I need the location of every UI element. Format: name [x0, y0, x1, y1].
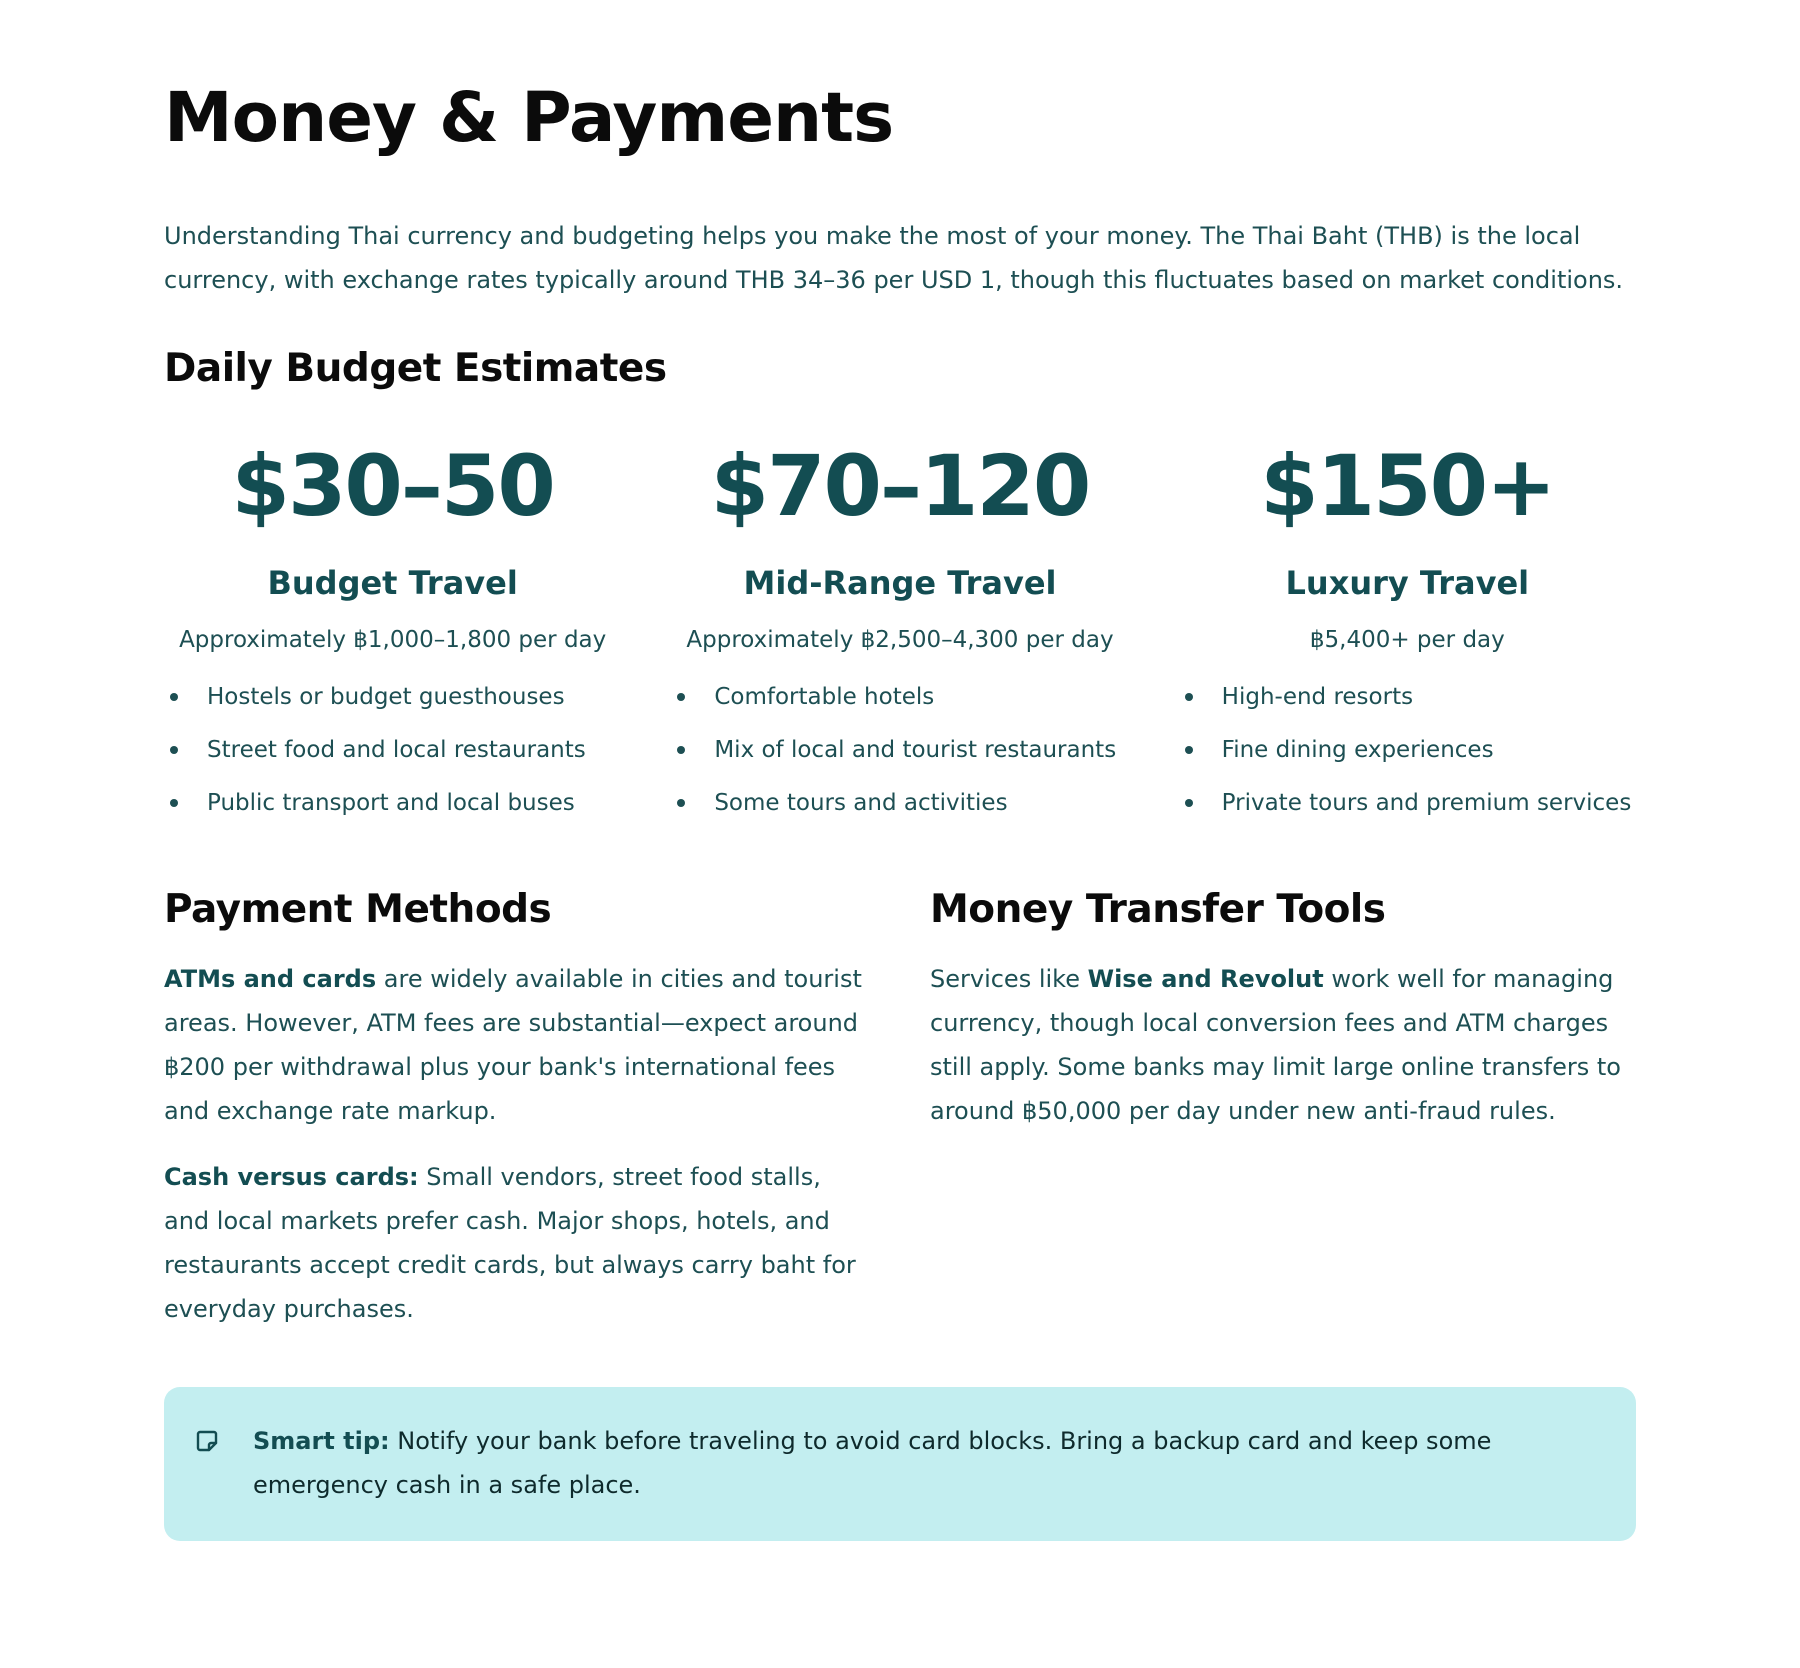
smart-tip-callout [164, 1387, 1636, 1541]
list-item-text: Hostels or budget guesthouses [207, 684, 565, 710]
bullet-icon [677, 746, 685, 754]
bullet-icon [170, 693, 178, 701]
tier-name: Mid-Range Travel [743, 564, 1057, 602]
list-item-text: Public transport and local buses [207, 790, 575, 816]
list-item [164, 782, 621, 824]
atms-paragraph [164, 957, 870, 1133]
budget-tiers [164, 436, 1636, 835]
tier-feature-list [164, 676, 621, 824]
tier-amount: $30–50 [231, 437, 554, 535]
info-columns [164, 885, 1636, 1331]
bullet-icon [170, 799, 178, 807]
money-transfer-section [930, 885, 1636, 1331]
tier-name: Luxury Travel [1285, 564, 1530, 602]
list-item-text: Mix of local and tourist restaurants [714, 737, 1117, 763]
atms-paragraph-text: are widely available in cities and tourist areas. However, ATM fees are substantial—expect around ฿200 per withdrawal plus your bank's international fees and exchange rate markup. [164, 965, 862, 1125]
transfer-bold: Wise and Revolut [1087, 965, 1324, 993]
tier-feature-list [1179, 676, 1636, 824]
bullet-icon [170, 746, 178, 754]
tier-amount: $150+ [1260, 437, 1555, 535]
list-item [1179, 782, 1636, 824]
note-icon [195, 1429, 219, 1453]
list-item-text: Street food and local restaurants [207, 737, 586, 763]
list-item [164, 729, 621, 771]
list-item [671, 676, 1128, 718]
transfer-paragraph-lead: Services like [930, 965, 1088, 993]
bullet-icon [1185, 746, 1193, 754]
list-item [1179, 676, 1636, 718]
tier-amount: $70–120 [710, 437, 1090, 535]
tier-approx: Approximately ฿2,500–4,300 per day [686, 627, 1114, 653]
list-item-text: Some tours and activities [714, 790, 1008, 816]
list-item-text: Comfortable hotels [714, 684, 935, 710]
list-item [671, 782, 1128, 824]
cash-paragraph-text: Small vendors, street food stalls, and local markets prefer cash. Major shops, hotels, and restaurants accept credit cards, but always carry baht for everyday purchases. [164, 1163, 856, 1323]
list-item [1179, 729, 1636, 771]
daily-budget-heading: Daily Budget Estimates [164, 346, 667, 391]
list-item-text: High-end resorts [1221, 684, 1414, 710]
list-item-text: Fine dining experiences [1221, 737, 1494, 763]
cash-bold-lead: Cash versus cards: [164, 1163, 419, 1191]
transfer-paragraph-text: work well for managing currency, though local conversion fees and ATM charges still apply. Some banks may limit large online transfers to around ฿50,000 per day under new anti-fraud rules. [930, 965, 1621, 1125]
atms-bold-lead: ATMs and cards [164, 965, 377, 993]
tip-text: Notify your bank before traveling to avoid card blocks. Bring a backup card and keep some emergency cash in a safe place. [253, 1427, 1492, 1499]
tier-approx: ฿5,400+ per day [1309, 627, 1505, 653]
intro-paragraph: Understanding Thai currency and budgeting helps you make the most of your money. The Thai Baht (THB) is the local currency, with exchange rates typically around THB 34–36 per USD 1, though this fluctuates based on market conditions. [164, 222, 1624, 294]
bullet-icon [1185, 799, 1193, 807]
list-item [164, 676, 621, 718]
tip-bold-lead: Smart tip: [253, 1427, 390, 1455]
cash-paragraph [164, 1155, 870, 1331]
money-transfer-heading: Money Transfer Tools [930, 887, 1386, 932]
tier-budget [164, 436, 621, 835]
transfer-paragraph [930, 957, 1636, 1133]
payment-methods-section [164, 885, 870, 1331]
page-title: Money & Payments [164, 78, 894, 158]
bullet-icon [677, 799, 685, 807]
tier-mid-range [671, 436, 1128, 835]
tier-luxury [1179, 436, 1636, 835]
tier-approx: Approximately ฿1,000–1,800 per day [179, 627, 607, 653]
tier-feature-list [671, 676, 1128, 824]
list-item-text: Private tours and premium services [1221, 790, 1632, 816]
bullet-icon [1185, 693, 1193, 701]
bullet-icon [677, 693, 685, 701]
tier-name: Budget Travel [267, 564, 518, 602]
list-item [671, 729, 1128, 771]
payment-methods-heading: Payment Methods [164, 887, 552, 932]
